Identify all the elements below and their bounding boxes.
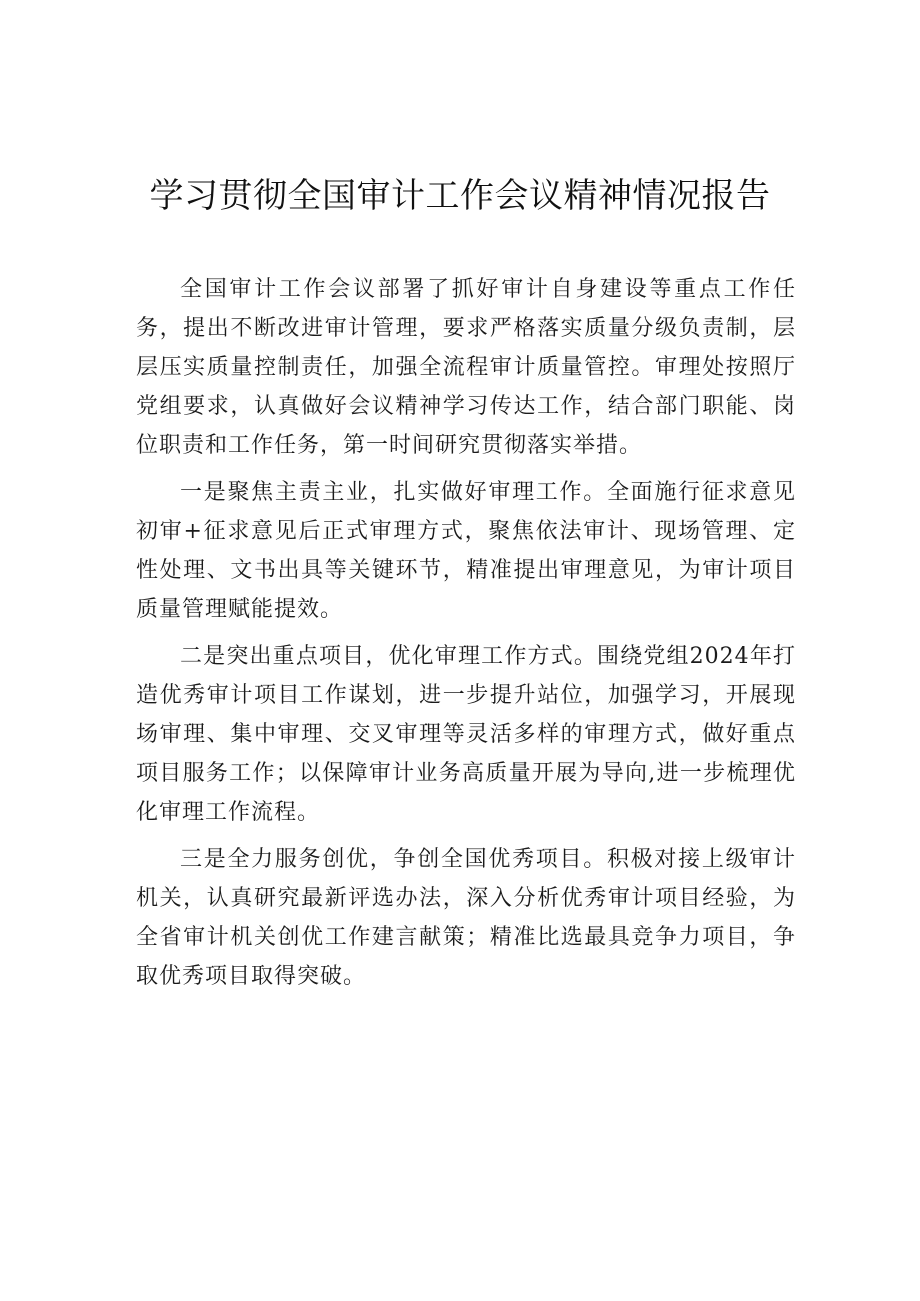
document-title: 学习贯彻全国审计工作会议精神情况报告 xyxy=(149,176,771,216)
document-body xyxy=(136,270,796,1004)
paragraph-point-three: 三是全力服务创优，争创全国优秀项目。积极对接上级审计机关，认真研究最新评选办法，深入分析优秀审计项目经验，为全省审计机关创优工作建言献策；精准比选最具竞争力项目，争取优秀项目取得突破。 xyxy=(136,847,796,989)
paragraph-intro: 全国审计工作会议部署了抓好审计自身建设等重点工作任务，提出不断改进审计管理，要求严格落实质量分级负责制，层层压实质量控制责任，加强全流程审计质量管控。审理处按照厅党组要求，认真做好会议精神学习传达工作，结合部门职能、岗位职责和工作任务，第一时间研究贯彻落实举措。 xyxy=(136,277,796,458)
paragraph-point-one: 一是聚焦主责主业，扎实做好审理工作。全面施行征求意见初审+征求意见后正式审理方式，聚焦依法审计、现场管理、定性处理、文书出具等关键环节，精准提出审理意见，为审计项目质量管理赋能提效。 xyxy=(136,480,796,622)
paragraph-point-two: 二是突出重点项目，优化审理工作方式。围绕党组2024年打造优秀审计项目工作谋划，进一步提升站位，加强学习，开展现场审理、集中审理、交叉审理等灵活多样的审理方式，做好重点项目服务工作；以保障审计业务高质量开展为导向,进一步梳理优化审理工作流程。 xyxy=(136,644,796,825)
